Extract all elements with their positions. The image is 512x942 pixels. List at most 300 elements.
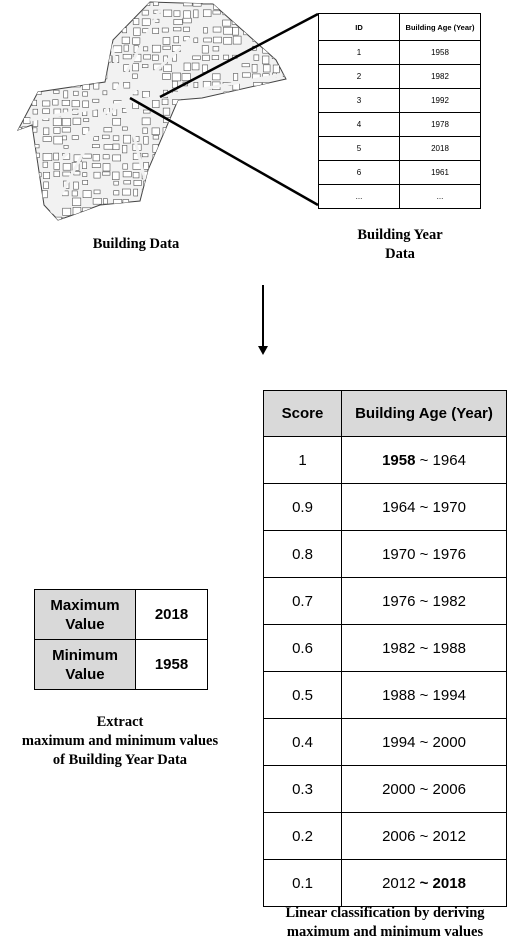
- map-building-block: [193, 191, 202, 196]
- map-building-block: [213, 109, 221, 114]
- map-building-block: [242, 73, 250, 77]
- map-building-block: [253, 199, 257, 206]
- map-building-block: [194, 10, 198, 18]
- map-building-block: [253, 146, 262, 153]
- min-label-line1: Minimum: [52, 646, 118, 664]
- map-building-block: [92, 10, 97, 15]
- map-building-block: [74, 0, 80, 8]
- map-building-block: [263, 90, 272, 97]
- map-building-block: [213, 47, 219, 52]
- map-building-block: [223, 127, 228, 135]
- map-building-block: [202, 118, 209, 121]
- min-value: 1958: [136, 640, 208, 690]
- age-range-cell: [342, 672, 507, 719]
- map-building-block: [244, 208, 252, 215]
- map-building-block: [194, 181, 199, 187]
- map-building-block: [62, 56, 67, 64]
- map-building-block: [24, 91, 31, 99]
- map-building-block: [243, 173, 249, 176]
- map-building-block: [94, 36, 98, 40]
- map-building-block: [253, 19, 257, 22]
- map-building-block: [222, 216, 230, 220]
- map-building-block: [33, 163, 38, 167]
- map-building-block: [272, 83, 280, 86]
- map-building-block: [284, 137, 290, 142]
- year-table-header-age: Building Age (Year): [400, 14, 481, 41]
- map-building-block: [184, 119, 190, 122]
- map-building-block: [24, 208, 30, 213]
- age-range-end: 2012: [432, 827, 466, 845]
- map-building-block: [284, 100, 292, 104]
- map-building-block: [73, 182, 78, 189]
- map-building-block: [103, 1, 110, 6]
- map-building-block: [182, 74, 191, 81]
- map-building-block: [123, 217, 130, 224]
- map-building-block: [102, 11, 108, 18]
- map-building-block: [154, 208, 160, 212]
- map-building-block: [92, 218, 97, 223]
- map-building-block: [193, 171, 197, 175]
- map-building-block: [62, 100, 70, 105]
- score-cell: 1: [264, 437, 342, 484]
- map-building-block: [153, 172, 157, 180]
- table-row: [264, 860, 507, 907]
- map-building-block: [143, 110, 150, 113]
- map-building-block: [202, 180, 209, 186]
- map-building-block: [162, 208, 170, 214]
- map-building-block: [264, 190, 272, 196]
- map-building-block: [113, 118, 121, 125]
- map-building-block: [213, 118, 219, 122]
- map-building-block: [102, 172, 110, 175]
- map-building-block: [243, 19, 250, 23]
- map-building-block: [103, 20, 108, 25]
- map-building-block: [264, 198, 270, 201]
- age-range-start: 1964: [382, 498, 416, 516]
- table-row: [319, 113, 481, 137]
- down-arrow-shaft: [262, 285, 264, 347]
- map-building-block: [243, 155, 251, 158]
- min-label: [35, 640, 136, 690]
- map-building-block: [182, 199, 189, 207]
- building-age-header: Building Age (Year): [342, 391, 507, 437]
- map-building-block: [154, 199, 159, 205]
- map-building-block: [83, 173, 87, 177]
- age-range-start: 1982: [382, 639, 416, 657]
- map-building-block: [282, 172, 291, 178]
- map-building-block: [263, 65, 270, 72]
- map-building-block: [273, 11, 278, 16]
- table-row: [319, 65, 481, 89]
- age-range-separator: ~: [419, 451, 429, 469]
- map-building-block: [204, 38, 212, 42]
- map-building-block: [172, 181, 179, 187]
- map-building-block: [252, 155, 259, 160]
- map-building-block: [43, 172, 49, 178]
- map-building-block: [174, 144, 179, 149]
- score-cell: 0.4: [264, 719, 342, 766]
- map-building-block: [213, 180, 221, 186]
- map-building-block: [32, 64, 39, 68]
- map-building-block: [123, 54, 131, 59]
- map-building-block: [93, 65, 101, 70]
- age-range-cell: [342, 860, 507, 907]
- max-label-line1: Maximum: [50, 596, 120, 614]
- min-max-caption-line2: maximum and minimum values: [21, 733, 219, 749]
- map-building-block: [233, 28, 239, 35]
- map-building-block: [54, 127, 60, 133]
- map-building-block: [113, 46, 121, 53]
- map-building-block: [122, 28, 127, 33]
- map-building-block: [213, 27, 221, 32]
- table-row: [264, 625, 507, 672]
- year-table-age: 1961: [400, 161, 481, 185]
- map-building-block: [284, 63, 288, 71]
- map-building-block: [12, 83, 17, 86]
- map-building-block: [254, 118, 261, 123]
- map-building-block: [284, 209, 292, 217]
- map-building-block: [22, 2, 29, 7]
- map-building-block: [174, 11, 180, 16]
- map-building-block: [72, 191, 77, 196]
- map-building-block: [233, 207, 241, 214]
- map-building-block: [203, 190, 210, 194]
- map-building-block: [122, 11, 126, 14]
- map-building-block: [234, 190, 241, 195]
- map-building-block: [22, 64, 29, 71]
- age-range-start: 2006: [382, 827, 416, 845]
- map-building-block: [183, 100, 189, 104]
- map-building-block: [93, 45, 101, 52]
- map-building-block: [134, 189, 138, 196]
- map-building-block: [74, 55, 83, 59]
- map-building-block: [194, 118, 202, 122]
- map-building-block: [192, 63, 199, 70]
- year-table-id: 5: [319, 137, 400, 161]
- year-table-age: 1992: [400, 89, 481, 113]
- map-building-block: [123, 164, 128, 169]
- building-year-caption-line1: Building Year: [357, 227, 443, 243]
- map-building-block: [283, 163, 288, 169]
- map-building-block: [273, 0, 278, 7]
- map-building-block: [164, 217, 173, 225]
- map-building-block: [114, 10, 121, 14]
- map-building-block: [222, 136, 228, 143]
- age-range-end: 2018: [432, 874, 466, 892]
- age-range-separator: ~: [419, 545, 429, 563]
- map-building-block: [223, 108, 232, 111]
- map-building-block: [213, 11, 221, 14]
- score-header: Score: [264, 391, 342, 437]
- map-building-block: [153, 182, 162, 187]
- map-building-block: [63, 208, 71, 215]
- table-row: [319, 89, 481, 113]
- year-table-header-row: [319, 14, 481, 41]
- map-building-block: [53, 100, 59, 105]
- age-range-end: 1982: [432, 592, 466, 610]
- map-building-block: [93, 18, 98, 22]
- map-building-block: [23, 171, 28, 179]
- map-building-block: [233, 74, 238, 81]
- map-building-block: [122, 37, 130, 44]
- map-building-block: [83, 191, 91, 198]
- map-building-block: [224, 38, 232, 45]
- map-building-block: [263, 18, 270, 22]
- age-range-start: 1958: [382, 451, 416, 469]
- map-building-block: [23, 145, 27, 152]
- map-building-block: [54, 171, 60, 177]
- table-row: [319, 161, 481, 185]
- linear-caption-line2: maximum and minimum values: [286, 924, 484, 940]
- map-building-block: [223, 144, 229, 150]
- map-building-block: [133, 19, 139, 25]
- map-building-block: [144, 136, 149, 144]
- max-row: [35, 590, 208, 640]
- map-building-block: [32, 182, 39, 187]
- age-range-separator: ~: [419, 498, 429, 516]
- max-label: [35, 590, 136, 640]
- map-building-block: [243, 2, 247, 7]
- age-range-end: 1994: [432, 686, 466, 704]
- map-building-block: [264, 153, 273, 158]
- map-building-block: [63, 172, 71, 176]
- map-building-block: [252, 209, 261, 215]
- map-building-block: [103, 155, 109, 159]
- map-building-block: [183, 209, 190, 217]
- map-building-block: [273, 110, 277, 113]
- map-building-block: [33, 73, 41, 80]
- map-building-block: [82, 162, 86, 169]
- map-building-block: [273, 135, 282, 138]
- map-building-block: [284, 10, 288, 14]
- map-building-block: [74, 91, 79, 95]
- score-cell: 0.6: [264, 625, 342, 672]
- map-building-block: [273, 172, 281, 177]
- map-building-block: [52, 1, 58, 5]
- map-building-block: [243, 181, 252, 187]
- map-building-block: [183, 144, 192, 147]
- max-label-line2: Value: [65, 615, 105, 633]
- map-building-block: [213, 74, 221, 80]
- map-building-block: [203, 108, 208, 115]
- age-range-cell: [342, 437, 507, 484]
- map-building-block: [163, 38, 170, 45]
- map-building-block: [242, 64, 250, 67]
- map-building-block: [93, 55, 98, 59]
- map-building-block: [203, 100, 210, 104]
- map-building-block: [34, 1, 38, 7]
- map-building-block: [153, 162, 162, 169]
- age-range-cell: [342, 531, 507, 578]
- age-range-cell: [342, 484, 507, 531]
- map-building-block: [124, 181, 131, 184]
- map-building-block: [174, 37, 179, 43]
- map-building-block: [83, 101, 89, 108]
- table-row: [264, 437, 507, 484]
- map-building-block: [184, 63, 190, 71]
- age-range-cell: [342, 766, 507, 813]
- map-building-block: [94, 83, 99, 89]
- map-building-block: [13, 0, 18, 5]
- score-cell: 0.9: [264, 484, 342, 531]
- map-building-block: [93, 198, 101, 204]
- map-building-block: [112, 20, 119, 27]
- map-building-block: [113, 136, 119, 141]
- age-range-end: 2006: [432, 780, 466, 798]
- map-building-block: [64, 72, 69, 78]
- age-range-end: 2000: [432, 733, 466, 751]
- map-building-block: [134, 180, 142, 185]
- map-building-block: [84, 119, 89, 122]
- age-range-cell: [342, 625, 507, 672]
- callout-line-bottom: [130, 98, 318, 205]
- map-building-block: [102, 135, 109, 139]
- map-building-block: [53, 118, 61, 125]
- map-building-block: [53, 64, 58, 70]
- min-max-caption-line1: Extract: [96, 714, 144, 730]
- map-building-block: [182, 109, 189, 117]
- map-building-block: [283, 55, 292, 60]
- map-building-block: [173, 173, 181, 177]
- map-building-block: [42, 218, 47, 224]
- map-building-block: [183, 162, 190, 167]
- map-building-block: [163, 74, 171, 80]
- table-row: [319, 185, 481, 209]
- map-building-block: [224, 1, 231, 4]
- map-building-block: [143, 200, 151, 206]
- map-building-block: [44, 182, 49, 189]
- map-building-block: [213, 164, 218, 170]
- year-table-age: 1982: [400, 65, 481, 89]
- map-building-block: [73, 118, 81, 124]
- min-max-caption-line3: of Building Year Data: [52, 752, 188, 768]
- map-building-block: [173, 27, 181, 31]
- map-building-block: [212, 56, 219, 60]
- age-range-start: 1994: [382, 733, 416, 751]
- map-building-block: [33, 55, 42, 59]
- map-building-block: [144, 55, 151, 59]
- map-building-block: [103, 36, 108, 41]
- map-building-block: [33, 128, 37, 132]
- map-building-block: [283, 2, 288, 9]
- map-building-block: [272, 126, 278, 133]
- map-building-block: [183, 218, 190, 223]
- table-row: [264, 719, 507, 766]
- map-building-block: [82, 83, 89, 90]
- age-range-start: 1988: [382, 686, 416, 704]
- year-table-age: 2018: [400, 137, 481, 161]
- map-building-block: [232, 9, 239, 14]
- map-building-block: [203, 208, 211, 214]
- map-building-block: [103, 218, 110, 225]
- map-building-block: [14, 217, 22, 223]
- map-building-block: [52, 19, 56, 23]
- map-building-block: [153, 136, 159, 140]
- map-building-block: [283, 19, 292, 26]
- year-table-id: 6: [319, 161, 400, 185]
- map-building-block: [114, 191, 119, 195]
- map-building-block: [194, 38, 198, 43]
- map-building-block: [282, 81, 287, 85]
- map-building-block: [73, 74, 79, 79]
- map-building-block: [283, 144, 291, 149]
- age-range-separator: ~: [419, 874, 429, 892]
- map-building-block: [263, 108, 270, 112]
- map-building-block: [94, 27, 100, 30]
- map-building-block: [254, 55, 259, 60]
- map-building-block: [103, 46, 110, 53]
- building-year-data-caption: [330, 226, 470, 264]
- map-building-block: [113, 144, 119, 150]
- map-building-block: [104, 145, 113, 150]
- map-building-block: [144, 217, 152, 221]
- year-table-id: ...: [319, 185, 400, 209]
- table-row: [264, 672, 507, 719]
- map-building-block: [244, 145, 251, 150]
- age-range-start: 2000: [382, 780, 416, 798]
- map-building-block: [174, 127, 180, 132]
- min-max-caption: [8, 713, 232, 770]
- age-range-start: 2012: [382, 874, 416, 892]
- map-building-block: [202, 200, 208, 203]
- year-table-age: 1958: [400, 41, 481, 65]
- linear-classification-caption: [258, 904, 512, 942]
- age-range-end: 1970: [432, 498, 466, 516]
- map-building-block: [33, 207, 40, 211]
- map-building-block: [62, 64, 70, 70]
- map-building-block: [253, 0, 262, 5]
- map-building-block: [104, 128, 112, 132]
- map-building-block: [54, 153, 59, 160]
- map-building-block: [283, 217, 288, 222]
- map-building-block: [183, 1, 192, 6]
- map-building-block: [213, 208, 219, 211]
- map-building-block: [112, 207, 120, 212]
- max-value: 2018: [136, 590, 208, 640]
- map-building-block: [282, 155, 287, 159]
- age-range-separator: ~: [419, 686, 429, 704]
- map-building-block: [22, 82, 31, 86]
- map-building-block: [193, 56, 201, 60]
- building-year-caption-line2: Data: [385, 246, 415, 262]
- map-building-block: [92, 209, 99, 216]
- min-max-table: [34, 589, 208, 690]
- year-table-id: 1: [319, 41, 400, 65]
- map-building-block: [33, 109, 38, 114]
- score-cell: 0.3: [264, 766, 342, 813]
- map-building-block: [142, 154, 148, 157]
- map-building-block: [42, 101, 50, 106]
- map-building-block: [283, 108, 287, 115]
- map-building-block: [273, 65, 279, 73]
- map-building-block: [213, 153, 220, 156]
- map-building-block: [213, 135, 218, 141]
- age-range-end: 1976: [432, 545, 466, 563]
- table-row: [319, 137, 481, 161]
- year-table-id: 2: [319, 65, 400, 89]
- map-building-block: [222, 198, 228, 201]
- map-building-block: [93, 1, 98, 5]
- map-building-block: [74, 37, 78, 40]
- map-building-block: [202, 46, 208, 54]
- map-building-block: [44, 74, 53, 82]
- age-range-end: 1964: [432, 451, 466, 469]
- map-building-block: [243, 100, 249, 106]
- map-building-block: [252, 64, 257, 72]
- map-building-block: [54, 11, 59, 17]
- map-building-block: [233, 108, 238, 113]
- map-building-block: [263, 181, 270, 189]
